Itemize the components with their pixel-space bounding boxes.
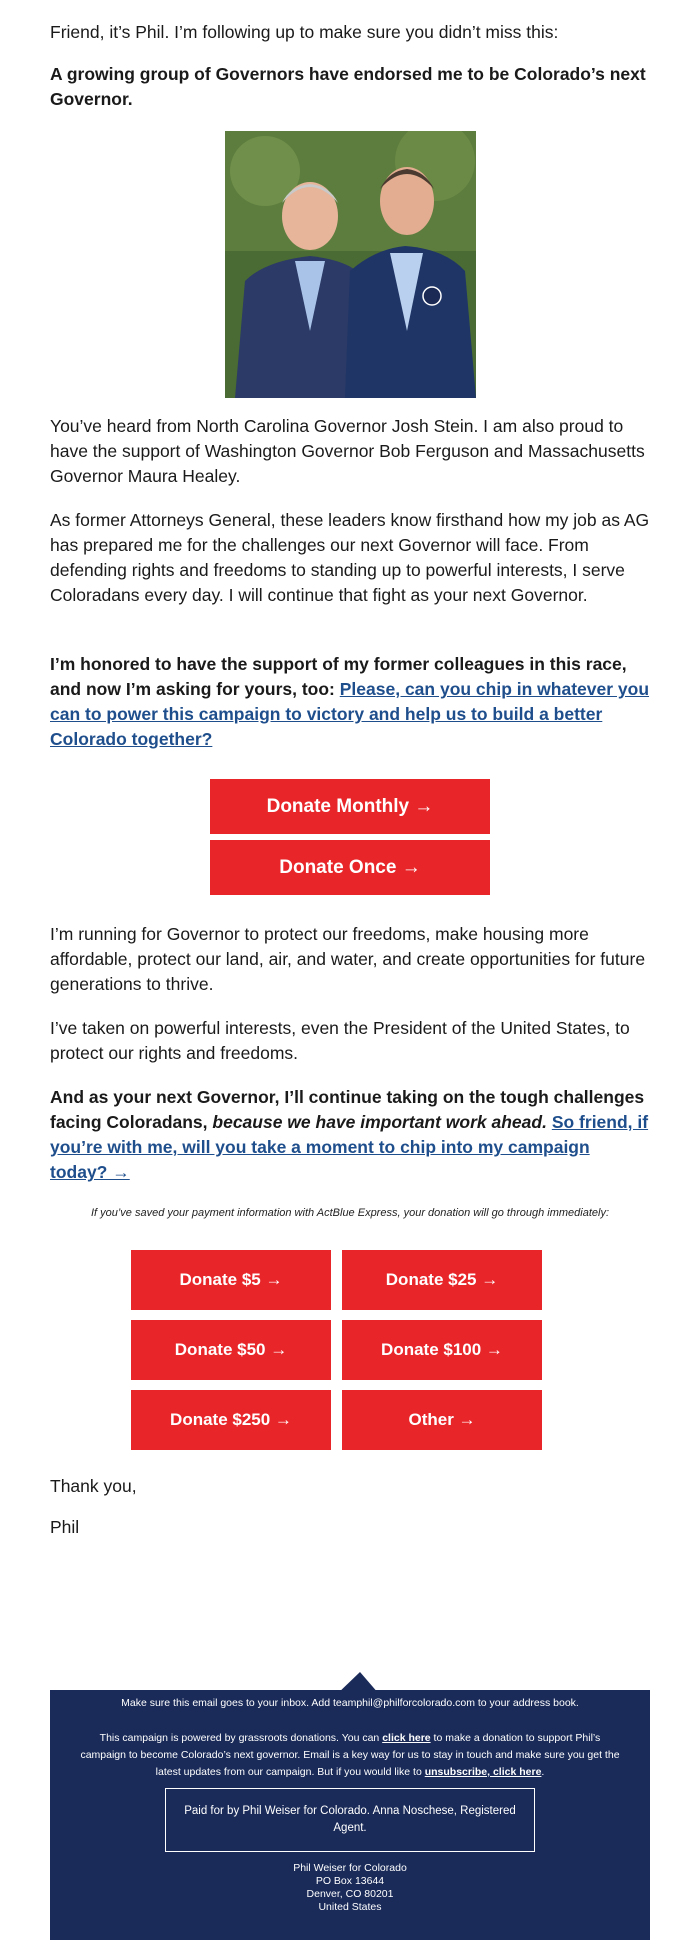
grassroots-note bbox=[80, 1730, 620, 1781]
paragraph-priorities: I’m running for Governor to protect our freedoms, make housing more affordable, protect our land, air, and water, and create opportunities for future generations to thrive. bbox=[50, 924, 646, 994]
paragraph-ask-again bbox=[50, 1085, 650, 1185]
paid-for-box bbox=[165, 1788, 535, 1852]
powered-text-b: to make a donation to support Phil’s campaign to become Colorado’s next governor. Email is a key way for us to stay in touch and make sure you get the latest updates from our campaign. But if you would like to bbox=[80, 1732, 620, 1778]
address-line: United States bbox=[318, 1901, 382, 1913]
donate-click-here-link[interactable]: click here bbox=[382, 1732, 431, 1744]
paragraph-ask bbox=[50, 652, 650, 752]
ask-again-italic: because we have important work ahead. bbox=[212, 1112, 547, 1132]
donate-25-button[interactable]: Donate $25 → bbox=[342, 1250, 542, 1310]
paragraph-powerful-interests: I’ve taken on powerful interests, even the President of the United States, to protect our rights and freedoms. bbox=[50, 1018, 630, 1063]
donate-100-button[interactable]: Donate $100 → bbox=[342, 1320, 542, 1380]
address-line: Denver, CO 80201 bbox=[306, 1888, 394, 1900]
actblue-express-note: If you’ve saved your payment information with ActBlue Express, your donation will go through immediately: bbox=[90, 1207, 610, 1219]
endorsement-photo bbox=[225, 131, 476, 398]
photo-image bbox=[225, 131, 476, 398]
address-line: PO Box 13644 bbox=[315, 1875, 385, 1887]
chip-in-link[interactable]: Please, can you chip in whatever you can to power this campaign to victory and help us to build a better Colorado together? bbox=[50, 679, 650, 749]
paid-for-text: Paid for by Phil Weiser for Colorado. Anna Noschese, Registered Agent. bbox=[184, 1805, 516, 1834]
donate-50-button[interactable]: Donate $50 → bbox=[131, 1320, 331, 1380]
signoff-text: Phil bbox=[50, 1517, 80, 1537]
donate-once-button[interactable]: Donate Once → bbox=[210, 840, 490, 895]
paragraph-endorsements: You’ve heard from North Carolina Governor Josh Stein. I am also proud to have the support of Washington Governor Bob Ferguson and Massachusetts Governor Maura Healey. bbox=[50, 416, 645, 486]
chip-in-today-link[interactable]: So friend, if you’re with me, will you take a moment to chip into my campaign today? → bbox=[50, 1112, 649, 1182]
inbox-note: Make sure this email goes to your inbox. Add teamphil@philforcolorado.com to your address book. bbox=[121, 1697, 579, 1709]
powered-text-a: This campaign is powered by grassroots donations. You can bbox=[99, 1732, 383, 1744]
mailing-address bbox=[50, 1862, 650, 1914]
ask-bold-text: I’m honored to have the support of my former colleagues in this race, and now I’m asking for yours, too: bbox=[50, 654, 627, 699]
paragraph-attorneys-general: As former Attorneys General, these leaders know firsthand how my job as AG has prepared me for the challenges our next Governor will face. From defending rights and freedoms to standing up to powerful interests, I serve Coloradans every day. I will continue that fight as your next Governor. bbox=[50, 510, 650, 605]
donate-250-button[interactable]: Donate $250 → bbox=[131, 1390, 331, 1450]
donate-5-button[interactable]: Donate $5 → bbox=[131, 1250, 331, 1310]
headline: A growing group of Governors have endorsed me to be Colorado’s next Governor. bbox=[50, 64, 646, 109]
unsubscribe-link[interactable]: unsubscribe, click here bbox=[424, 1766, 542, 1778]
intro-text: Friend, it’s Phil. I’m following up to make sure you didn’t miss this: bbox=[50, 22, 559, 42]
ask-again-bold: And as your next Governor, I’ll continue taking on the tough challenges facing Coloradans, bbox=[50, 1087, 645, 1132]
donate-other-button[interactable]: Other → bbox=[342, 1390, 542, 1450]
powered-text-c: . bbox=[541, 1766, 545, 1778]
donate-monthly-button[interactable]: Donate Monthly → bbox=[210, 779, 490, 834]
address-line: Phil Weiser for Colorado bbox=[293, 1862, 407, 1874]
thank-you-text: Thank you, bbox=[50, 1476, 137, 1496]
